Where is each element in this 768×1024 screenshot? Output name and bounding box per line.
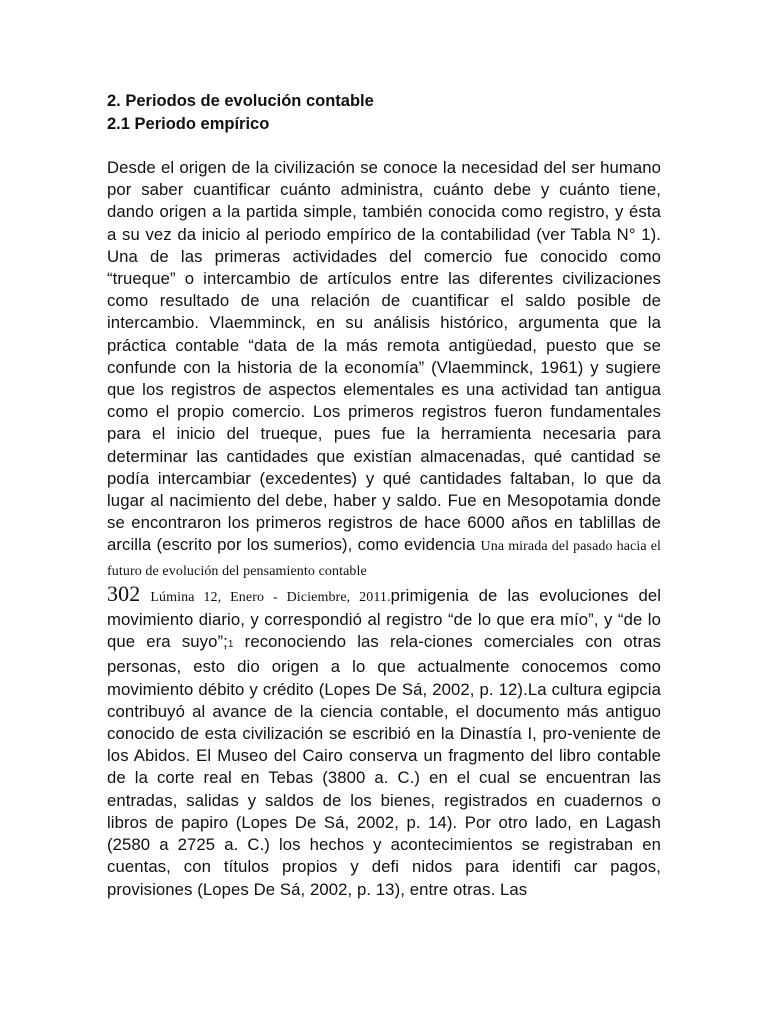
footnote-marker: 1 (227, 639, 234, 651)
page-number: 302 (107, 580, 141, 606)
section-heading: 2. Periodos de evolución contable (107, 92, 374, 110)
journal-info: Lúmina 12, Enero - Diciembre, 2011. (150, 589, 391, 605)
subsection-heading: 2.1 Periodo empírico (107, 115, 270, 133)
paragraph-text-part3: reconociendo las rela-ciones comerciales con otras personas, esto dio origen a lo que actualmente conocemos como movimiento débito y crédito (Lopes De Sá, 2002, p. 12).La cultura egipcia contribuyó al avance de la ciencia contable, el documento más antiguo conocido de esta civilización se escribió en la Dinastía I, pro-veniente de los Abidos. El Museo del Cairo conserva un fragmento del libro contable de la corte real en Tebas (3800 a. C.) en el cual se encuentran las entradas, salidas y saldos de los bienes, registrados en cuadernos o libros de papiro (Lopes De Sá, 2002, p. 14). Por otro lado, en Lagash (2580 a 2725 a. C.) los hechos y acontecimientos se registraban en cuentas, con títulos propios y defi nidos para identifi car pagos, provisiones (Lopes De Sá, 2002, p. 13), entre otras. Las (107, 632, 662, 899)
paragraph-text-part2: primigenia de las evoluciones del movimiento diario, y correspondió al registro “de lo que era mío”, y “de lo que era suyo”; (107, 585, 662, 652)
document-content (107, 90, 661, 901)
body-paragraph (107, 157, 661, 901)
running-header-text: Una mirada del pasado hacia el futuro de evolución del pensamiento contable (107, 539, 662, 579)
paragraph-text-part1: Desde el origen de la civilización se conoce la necesidad del ser humano por saber cuantificar cuánto administra, cuánto debe y cuánto tiene, dando origen a la partida simple, también conocida como registro, y ésta a su vez da inicio al periodo empírico de la contabilidad (ver Tabla N° 1). Una de las primeras actividades del comercio fue conocido como “trueque” o intercambio de artículos entre las diferentes civilizaciones como resultado de una relación de cuantificar el saldo posible de intercambio. Vlaemminck, en su análisis histórico, argumenta que la práctica contable “data de la más remota antigüedad, puesto que se confunde con la historia de la economía” (Vlaemminck, 1961) y sugiere que los registros de aspectos elementales es una actividad tan antigua como el propio comercio. Los primeros registros fueron fundamentales para el inicio del trueque, pues fue la herramienta necesaria para determinar las cantidades que existían almacenadas, qué cantidad se podía intercambiar (excedentes) y qué cantidades faltaban, lo que da lugar al nacimiento del debe, haber y saldo. Fue en Mesopotamia donde se encontraron los primeros registros de hace 6000 años en tablillas de arcilla (escrito por los sumerios), como evidencia (107, 158, 661, 555)
